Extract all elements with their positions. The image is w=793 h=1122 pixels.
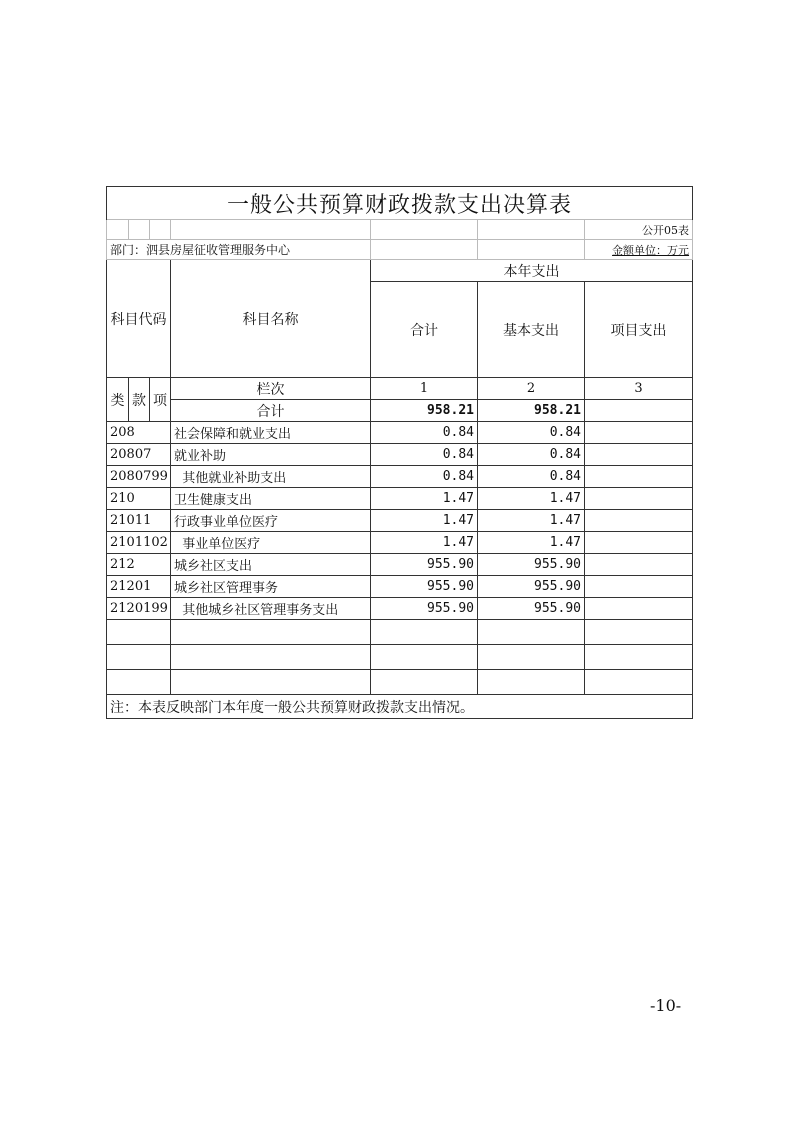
blank-cell (478, 670, 585, 695)
header-project: 项目支出 (585, 282, 693, 378)
row-project (585, 444, 693, 466)
row-project (585, 422, 693, 444)
blank-cell (371, 240, 478, 260)
empty-row (107, 645, 693, 670)
table-row (107, 488, 693, 510)
row-project (585, 510, 693, 532)
total-row-total: 958.21 (371, 400, 478, 422)
row-basic: 955.90 (478, 554, 585, 576)
col-index-2: 2 (478, 378, 585, 400)
blank-cell (171, 620, 371, 645)
row-total: 955.90 (371, 554, 478, 576)
col-index-3: 3 (585, 378, 693, 400)
unit-label: 金额单位：万元 (585, 240, 693, 260)
header-lanci: 栏次 (171, 378, 371, 400)
table-row (107, 444, 693, 466)
row-total: 0.84 (371, 422, 478, 444)
row-project (585, 554, 693, 576)
row-project (585, 598, 693, 620)
row-name: 社会保障和就业支出 (171, 422, 371, 444)
budget-sheet (106, 186, 692, 719)
row-project (585, 466, 693, 488)
blank-cell (371, 670, 478, 695)
empty-row (107, 620, 693, 645)
row-name: 其他就业补助支出 (171, 466, 371, 488)
row-name: 卫生健康支出 (171, 488, 371, 510)
blank-cell (107, 620, 171, 645)
blank-cell (478, 240, 585, 260)
header-current-year: 本年支出 (371, 260, 693, 282)
row-name: 城乡社区支出 (171, 554, 371, 576)
blank-cell (171, 670, 371, 695)
blank-cell (585, 645, 693, 670)
page-number: -10- (650, 996, 682, 1015)
row-basic: 955.90 (478, 576, 585, 598)
expenditure-table (106, 186, 693, 719)
row-name: 事业单位医疗 (171, 532, 371, 554)
blank-cell (478, 645, 585, 670)
total-row-basic: 958.21 (478, 400, 585, 422)
row-total: 955.90 (371, 576, 478, 598)
header-lei: 类 (107, 378, 129, 422)
header-kuan: 款 (129, 378, 150, 422)
row-code: 21201 (107, 576, 171, 598)
row-name: 其他城乡社区管理事务支出 (171, 598, 371, 620)
header-total: 合计 (371, 282, 478, 378)
row-basic: 0.84 (478, 466, 585, 488)
row-project (585, 576, 693, 598)
blank-cell (129, 220, 150, 240)
table-row (107, 576, 693, 598)
table-row (107, 554, 693, 576)
row-total: 1.47 (371, 532, 478, 554)
row-code: 20807 (107, 444, 171, 466)
blank-cell (371, 220, 478, 240)
row-basic: 955.90 (478, 598, 585, 620)
row-name: 行政事业单位医疗 (171, 510, 371, 532)
blank-cell (478, 220, 585, 240)
row-code: 2101102 (107, 532, 171, 554)
row-code: 212 (107, 554, 171, 576)
blank-cell (150, 220, 171, 240)
department-label: 部门：泗县房屋征收管理服务中心 (107, 240, 371, 260)
blank-cell (107, 670, 171, 695)
empty-row (107, 670, 693, 695)
blank-cell (585, 670, 693, 695)
table-row (107, 510, 693, 532)
row-code: 2120199 (107, 598, 171, 620)
row-name: 城乡社区管理事务 (171, 576, 371, 598)
blank-cell (107, 645, 171, 670)
blank-cell (478, 620, 585, 645)
header-xiang: 项 (150, 378, 171, 422)
total-row-label: 合计 (171, 400, 371, 422)
table-note: 注：本表反映部门本年度一般公共预算财政拨款支出情况。 (107, 695, 693, 719)
table-row (107, 598, 693, 620)
form-number: 公开05表 (585, 220, 693, 240)
row-name: 就业补助 (171, 444, 371, 466)
header-name: 科目名称 (171, 260, 371, 378)
row-project (585, 532, 693, 554)
table-title: 一般公共预算财政拨款支出决算表 (107, 187, 693, 220)
row-basic: 1.47 (478, 488, 585, 510)
blank-cell (107, 220, 129, 240)
row-project (585, 488, 693, 510)
table-row (107, 466, 693, 488)
row-total: 1.47 (371, 488, 478, 510)
blank-cell (171, 220, 371, 240)
table-row (107, 532, 693, 554)
row-code: 210 (107, 488, 171, 510)
total-row-project (585, 400, 693, 422)
row-total: 0.84 (371, 466, 478, 488)
row-code: 21011 (107, 510, 171, 532)
row-basic: 1.47 (478, 532, 585, 554)
row-basic: 1.47 (478, 510, 585, 532)
table-row (107, 422, 693, 444)
row-code: 208 (107, 422, 171, 444)
row-total: 0.84 (371, 444, 478, 466)
col-index-1: 1 (371, 378, 478, 400)
row-total: 955.90 (371, 598, 478, 620)
header-code: 科目代码 (107, 260, 171, 378)
blank-cell (371, 645, 478, 670)
blank-cell (371, 620, 478, 645)
blank-cell (585, 620, 693, 645)
row-basic: 0.84 (478, 422, 585, 444)
blank-cell (171, 645, 371, 670)
row-total: 1.47 (371, 510, 478, 532)
row-code: 2080799 (107, 466, 171, 488)
header-basic: 基本支出 (478, 282, 585, 378)
row-basic: 0.84 (478, 444, 585, 466)
